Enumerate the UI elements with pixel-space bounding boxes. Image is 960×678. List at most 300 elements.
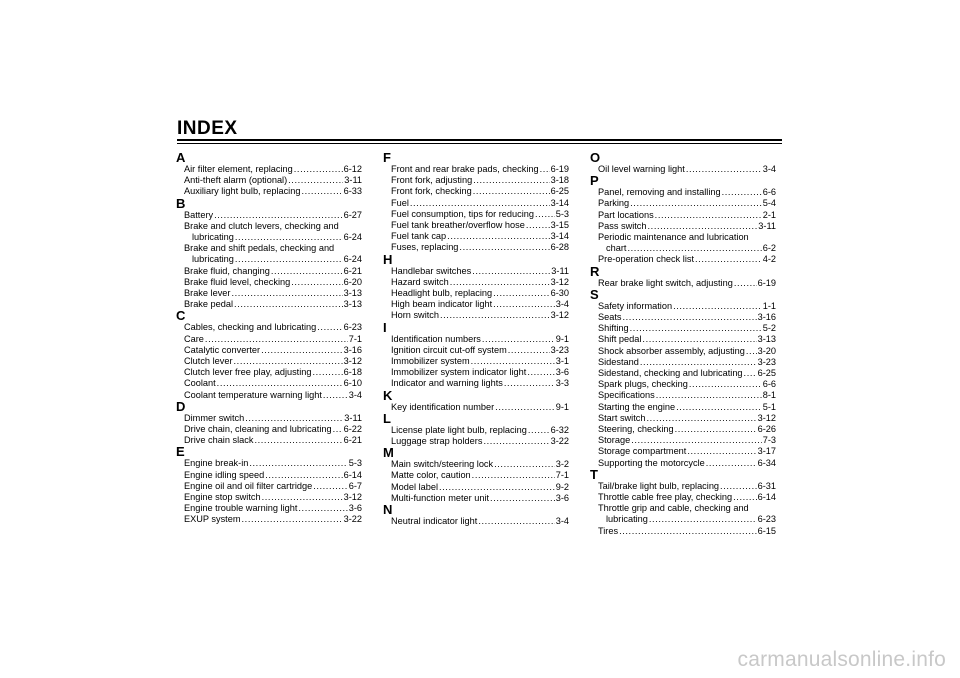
page-number: 6-6 [762, 187, 776, 198]
entry-text: Panel, removing and installing [598, 187, 721, 198]
index-entry[interactable] [383, 482, 569, 493]
index-entry[interactable] [176, 470, 362, 481]
page-number: 6-18 [343, 367, 362, 378]
dot-leader [689, 379, 762, 390]
index-column-3 [590, 152, 776, 537]
index-entry[interactable] [176, 243, 362, 265]
index-entry[interactable] [383, 356, 569, 367]
section-letter-n: N [383, 502, 393, 518]
entry-text: Sidestand, checking and lubricating [598, 368, 743, 379]
section-letter-p: P [590, 173, 599, 189]
entry-text: Dimmer switch [184, 412, 245, 423]
index-entry[interactable] [590, 413, 776, 424]
page-number: 6-12 [343, 164, 362, 174]
index-entry[interactable] [590, 492, 776, 503]
dot-leader [410, 198, 550, 209]
entry-text: Fuel consumption, tips for reducing [391, 208, 534, 219]
entry-text: Neutral indicator light [391, 516, 478, 527]
section-letter-t: T [590, 466, 598, 482]
dot-leader [317, 322, 342, 333]
entry-text: Brake fluid, changing [184, 265, 270, 276]
entry-text: lubricating [192, 232, 234, 243]
index-entry[interactable] [176, 277, 362, 288]
entry-text: lubricating [606, 514, 648, 525]
page-number: 6-14 [343, 469, 362, 480]
page-number: 7-3 [762, 435, 776, 446]
dot-leader [655, 210, 762, 221]
index-entry[interactable] [176, 334, 362, 345]
index-entry[interactable] [383, 402, 569, 413]
dot-leader [623, 312, 757, 323]
dot-leader [235, 254, 343, 265]
page-number: 3-14 [550, 197, 569, 208]
title-rule-thick [177, 139, 782, 141]
page-number: 5-2 [762, 323, 776, 334]
index-entry[interactable] [383, 186, 569, 197]
index-entry[interactable] [176, 221, 362, 243]
page-number: 3-16 [757, 312, 776, 323]
page-number: 9-2 [555, 481, 569, 492]
entry-text: Steering, checking [598, 424, 674, 435]
dot-leader [673, 301, 762, 312]
index-entry[interactable] [176, 356, 362, 367]
entry-text: Coolant [184, 378, 216, 389]
entry-text: Brake fluid level, checking [184, 276, 291, 287]
page-title: INDEX [177, 118, 238, 139]
index-entry[interactable] [590, 379, 776, 390]
index-entry[interactable] [590, 198, 776, 209]
index-entry[interactable] [590, 301, 776, 312]
entry-text: Specifications [598, 390, 655, 401]
entry-text: Brake and clutch levers, checking and [184, 220, 339, 231]
page-number: 6-34 [757, 457, 776, 468]
dot-leader [271, 266, 343, 277]
index-entry[interactable] [383, 299, 569, 310]
entry-text: Handlebar switches [391, 265, 472, 276]
entry-text: Auxiliary light bulb, replacing [184, 186, 301, 197]
entry-text: Care [184, 333, 204, 344]
index-entry[interactable] [383, 436, 569, 447]
page-number: 3-12 [343, 356, 362, 367]
index-entry[interactable] [590, 357, 776, 368]
index-entry[interactable] [176, 288, 362, 299]
index-entry[interactable] [383, 220, 569, 231]
page-number: 2-1 [762, 209, 776, 220]
page-number: 3-12 [343, 492, 362, 503]
dot-leader [493, 288, 549, 299]
dot-leader [494, 459, 555, 470]
index-entry[interactable] [176, 514, 362, 525]
page-number: 6-19 [550, 164, 569, 174]
index-entry[interactable] [383, 470, 569, 481]
page-number: 6-14 [757, 492, 776, 503]
index-entry[interactable] [590, 390, 776, 401]
entry-text: Fuel [391, 197, 409, 208]
index-entry[interactable] [590, 446, 776, 457]
dot-leader [675, 424, 757, 435]
index-entry[interactable] [383, 198, 569, 209]
page-number: 3-12 [550, 310, 569, 321]
entry-text: Engine trouble warning light [184, 503, 298, 514]
index-entry[interactable] [590, 323, 776, 334]
entry-text: Fuses, replacing [391, 242, 459, 253]
entry-text: Front and rear brake pads, checking [391, 164, 539, 174]
dot-leader [706, 458, 757, 469]
page-number: 6-25 [757, 368, 776, 379]
index-column-2 [383, 152, 569, 527]
section-letter-d: D [176, 398, 186, 414]
dot-leader [459, 242, 549, 253]
dot-leader [746, 346, 757, 357]
index-entry[interactable] [383, 231, 569, 242]
index-entry[interactable] [590, 424, 776, 435]
dot-leader [734, 278, 757, 289]
entry-text: Engine oil and oil filter cartridge [184, 480, 313, 491]
entry-text: High beam indicator light [391, 299, 493, 310]
dot-leader [720, 481, 757, 492]
dot-leader [333, 424, 343, 435]
dot-leader [493, 299, 555, 310]
page-number: 3-14 [550, 231, 569, 242]
index-entry[interactable] [176, 492, 362, 503]
page-number: 6-2 [762, 243, 776, 254]
entry-text: Brake and shift pedals, checking and [184, 243, 335, 254]
index-entry[interactable] [176, 378, 362, 389]
entry-text: Brake pedal [184, 299, 234, 310]
page-number: 6-27 [343, 209, 362, 220]
index-entry[interactable] [176, 435, 362, 446]
entry-text: Storage compartment [598, 446, 687, 457]
index-entry[interactable] [176, 175, 362, 186]
page-number: 5-4 [762, 198, 776, 209]
page-number: 3-23 [757, 356, 776, 367]
entry-text: Immobilizer system [391, 356, 470, 367]
entry-text: Start switch [598, 412, 646, 423]
entry-text: Pre-operation check list [598, 254, 695, 265]
index-entry[interactable] [176, 458, 362, 469]
index-entry[interactable] [383, 425, 569, 436]
dot-leader [535, 209, 555, 220]
entry-text: Cables, checking and lubricating [184, 322, 317, 333]
index-entry[interactable] [590, 346, 776, 357]
dot-leader [630, 198, 762, 209]
entry-text: Fuel tank breather/overflow hose [391, 220, 525, 231]
index-entry[interactable] [383, 493, 569, 504]
entry-text: Tires [598, 525, 619, 536]
page-number: 6-33 [343, 186, 362, 197]
page-number: 3-13 [757, 334, 776, 345]
page-number: 3-6 [555, 367, 569, 378]
entry-text: Starting the engine [598, 401, 676, 412]
entry-text: Throttle grip and cable, checking and [598, 503, 749, 514]
page-number: 9-1 [555, 401, 569, 412]
index-entry[interactable] [383, 345, 569, 356]
index-entry[interactable] [383, 209, 569, 220]
index-entry[interactable] [383, 378, 569, 389]
index-entry[interactable] [383, 459, 569, 470]
section-letter-c: C [176, 308, 186, 324]
index-entry[interactable] [383, 516, 569, 527]
page-number: 3-13 [343, 299, 362, 310]
entry-text: Storage [598, 435, 631, 446]
section-letter-h: H [383, 251, 393, 267]
section-letter-m: M [383, 445, 394, 461]
entry-text: Air filter element, replacing [184, 164, 293, 174]
dot-leader [473, 175, 549, 186]
entry-text: Front fork, adjusting [391, 175, 473, 186]
index-entry[interactable] [176, 390, 362, 401]
page-number: 3-2 [555, 459, 569, 470]
entry-text: Key identification number [391, 401, 495, 412]
page-number: 6-7 [348, 480, 362, 491]
section-letter-b: B [176, 195, 186, 211]
index-entry[interactable] [383, 266, 569, 277]
dot-leader [504, 378, 555, 389]
entry-text: Parking [598, 198, 630, 209]
page-number: 3-4 [348, 389, 362, 400]
index-entry[interactable] [383, 175, 569, 186]
entry-text: Tail/brake light bulb, replacing [598, 480, 720, 491]
index-entry[interactable] [176, 266, 362, 277]
page-number: 6-6 [762, 379, 776, 390]
dot-leader [649, 514, 757, 525]
index-entry[interactable] [590, 334, 776, 345]
dot-leader [472, 266, 550, 277]
dot-leader [619, 526, 757, 537]
dot-leader [695, 254, 762, 265]
entry-text: Clutch lever [184, 356, 233, 367]
dot-leader [261, 345, 343, 356]
dot-leader [234, 356, 343, 367]
page-number: 3-6 [348, 503, 362, 514]
entry-text: lubricating [192, 254, 234, 265]
index-entry[interactable] [590, 458, 776, 469]
dot-leader [640, 357, 757, 368]
page-number: 6-31 [757, 480, 776, 491]
entry-text: License plate light bulb, replacing [391, 424, 527, 435]
index-entry[interactable] [590, 187, 776, 198]
index-entry[interactable] [176, 481, 362, 492]
index-entry[interactable] [383, 277, 569, 288]
entry-text: Multi-function meter unit [391, 492, 490, 503]
dot-leader [722, 187, 762, 198]
dot-leader [323, 390, 348, 401]
index-entry[interactable] [590, 481, 776, 492]
index-entry[interactable] [590, 402, 776, 413]
index-entry[interactable] [176, 413, 362, 424]
dot-leader [631, 435, 762, 446]
dot-leader [744, 368, 757, 379]
entry-text: Seats [598, 312, 622, 323]
page-number: 3-20 [757, 345, 776, 356]
index-entry[interactable] [176, 164, 362, 175]
page-number: 6-25 [550, 186, 569, 197]
entry-text: Immobilizer system indicator light [391, 367, 527, 378]
index-entry[interactable] [176, 186, 362, 197]
index-entry[interactable] [590, 312, 776, 323]
index-entry[interactable] [590, 278, 776, 289]
dot-leader [313, 367, 343, 378]
dot-leader [483, 436, 549, 447]
entry-text: Clutch lever free play, adjusting [184, 367, 312, 378]
dot-leader [686, 164, 762, 175]
page-number: 3-4 [555, 299, 569, 310]
index-entry[interactable] [590, 164, 776, 175]
index-column-1 [176, 152, 362, 526]
section-letter-o: O [590, 150, 601, 165]
dot-leader [526, 220, 550, 231]
section-letter-a: A [176, 150, 186, 165]
page-number: 6-21 [343, 435, 362, 446]
dot-leader [656, 390, 762, 401]
index-entry[interactable] [383, 367, 569, 378]
entry-text: Coolant temperature warning light [184, 389, 322, 400]
dot-leader [733, 492, 756, 503]
page-number: 6-30 [550, 288, 569, 299]
index-entry[interactable] [590, 503, 776, 525]
entry-text: Front fork, checking [391, 186, 472, 197]
dot-leader [478, 516, 554, 527]
entry-text: Throttle cable free play, checking [598, 492, 733, 503]
page-number: 6-15 [757, 525, 776, 536]
page-number: 6-19 [757, 277, 776, 288]
dot-leader [450, 277, 550, 288]
section-letter-e: E [176, 444, 185, 460]
dot-leader [265, 470, 342, 481]
index-entry[interactable] [176, 503, 362, 514]
index-entry[interactable] [383, 242, 569, 253]
page-number: 6-21 [343, 265, 362, 276]
dot-leader [687, 446, 756, 457]
dot-leader [291, 277, 342, 288]
entry-text: Battery [184, 209, 214, 220]
page-number: 3-4 [762, 164, 776, 174]
entry-text: Periodic maintenance and lubrication [598, 232, 749, 243]
page-number: 3-22 [550, 436, 569, 447]
index-entry[interactable] [590, 210, 776, 221]
page-number: 5-3 [348, 458, 362, 469]
dot-leader [205, 334, 348, 345]
page-number: 3-13 [343, 288, 362, 299]
entry-text: Spark plugs, checking [598, 379, 688, 390]
entry-text: chart [606, 243, 627, 254]
dot-leader [214, 210, 343, 221]
index-entry[interactable] [590, 254, 776, 265]
index-entry[interactable] [590, 221, 776, 232]
dot-leader [231, 288, 342, 299]
index-entry[interactable] [590, 435, 776, 446]
index-entry[interactable] [590, 526, 776, 537]
index-entry[interactable] [383, 288, 569, 299]
index-entry[interactable] [176, 367, 362, 378]
section-letter-l: L [383, 410, 391, 426]
page-number: 6-23 [757, 514, 776, 525]
dot-leader [528, 425, 550, 436]
entry-text: Safety information [598, 300, 673, 311]
index-entry[interactable] [590, 368, 776, 379]
entry-text: Rear brake light switch, adjusting [598, 277, 733, 288]
entry-text: Anti-theft alarm (optional) [184, 175, 288, 186]
dot-leader [439, 482, 555, 493]
page-number: 6-24 [343, 254, 362, 265]
page-number: 3-15 [550, 220, 569, 231]
entry-text: Hazard switch [391, 276, 449, 287]
entry-text: Drive chain, cleaning and lubricating [184, 424, 332, 435]
page-number: 3-6 [555, 492, 569, 503]
entry-text: Engine idling speed [184, 469, 265, 480]
index-entry[interactable] [176, 424, 362, 435]
dot-leader [540, 164, 550, 175]
dot-leader [495, 402, 555, 413]
index-entry[interactable] [590, 232, 776, 254]
page-number: 3-11 [551, 265, 569, 276]
page-number: 3-22 [343, 514, 362, 525]
dot-leader [249, 458, 347, 469]
entry-text: Drive chain slack [184, 435, 254, 446]
page-number: 3-11 [758, 220, 776, 231]
index-entry[interactable] [176, 322, 362, 333]
title-rule-thin [177, 143, 782, 144]
page-number: 5-1 [762, 401, 776, 412]
index-entry[interactable] [176, 210, 362, 221]
dot-leader [288, 175, 343, 186]
dot-leader [301, 186, 342, 197]
page-number: 6-28 [550, 242, 569, 253]
page-number: 3-12 [550, 276, 569, 287]
entry-text: Matte color, caution [391, 470, 471, 481]
dot-leader [294, 164, 343, 175]
entry-text: Shift pedal [598, 334, 642, 345]
entry-text: Luggage strap holders [391, 436, 483, 447]
entry-text: Horn switch [391, 310, 439, 321]
dot-leader [482, 334, 555, 345]
page-number: 3-23 [550, 344, 569, 355]
entry-text: Shifting [598, 323, 629, 334]
index-entry[interactable] [176, 299, 362, 310]
entry-text: Engine stop switch [184, 492, 261, 503]
dot-leader [642, 334, 756, 345]
entry-text: Brake lever [184, 288, 231, 299]
watermark: carmanualsonline.info [737, 648, 946, 671]
dot-leader [508, 345, 550, 356]
dot-leader [627, 243, 761, 254]
section-letter-i: I [383, 319, 387, 335]
index-entry[interactable] [383, 334, 569, 345]
index-entry[interactable] [383, 310, 569, 321]
entry-text: Part locations [598, 209, 654, 220]
page-number: 3-3 [555, 378, 569, 389]
page-number: 3-17 [757, 446, 776, 457]
dot-leader [298, 503, 347, 514]
page-number: 6-26 [757, 424, 776, 435]
dot-leader [648, 221, 758, 232]
page-number: 1-1 [762, 300, 776, 311]
entry-text: Identification numbers [391, 333, 481, 344]
entry-text: Pass switch [598, 220, 647, 231]
entry-text: Headlight bulb, replacing [391, 288, 493, 299]
entry-text: Main switch/steering lock [391, 459, 494, 470]
dot-leader [217, 378, 343, 389]
page-number: 7-1 [555, 470, 569, 481]
entry-text: EXUP system [184, 514, 241, 525]
page-number: 7-1 [348, 333, 362, 344]
dot-leader [447, 231, 549, 242]
entry-text: Sidestand [598, 356, 639, 367]
page-number: 5-3 [555, 208, 569, 219]
index-entry[interactable] [383, 164, 569, 175]
index-entry[interactable] [176, 345, 362, 356]
section-letter-f: F [383, 150, 391, 165]
